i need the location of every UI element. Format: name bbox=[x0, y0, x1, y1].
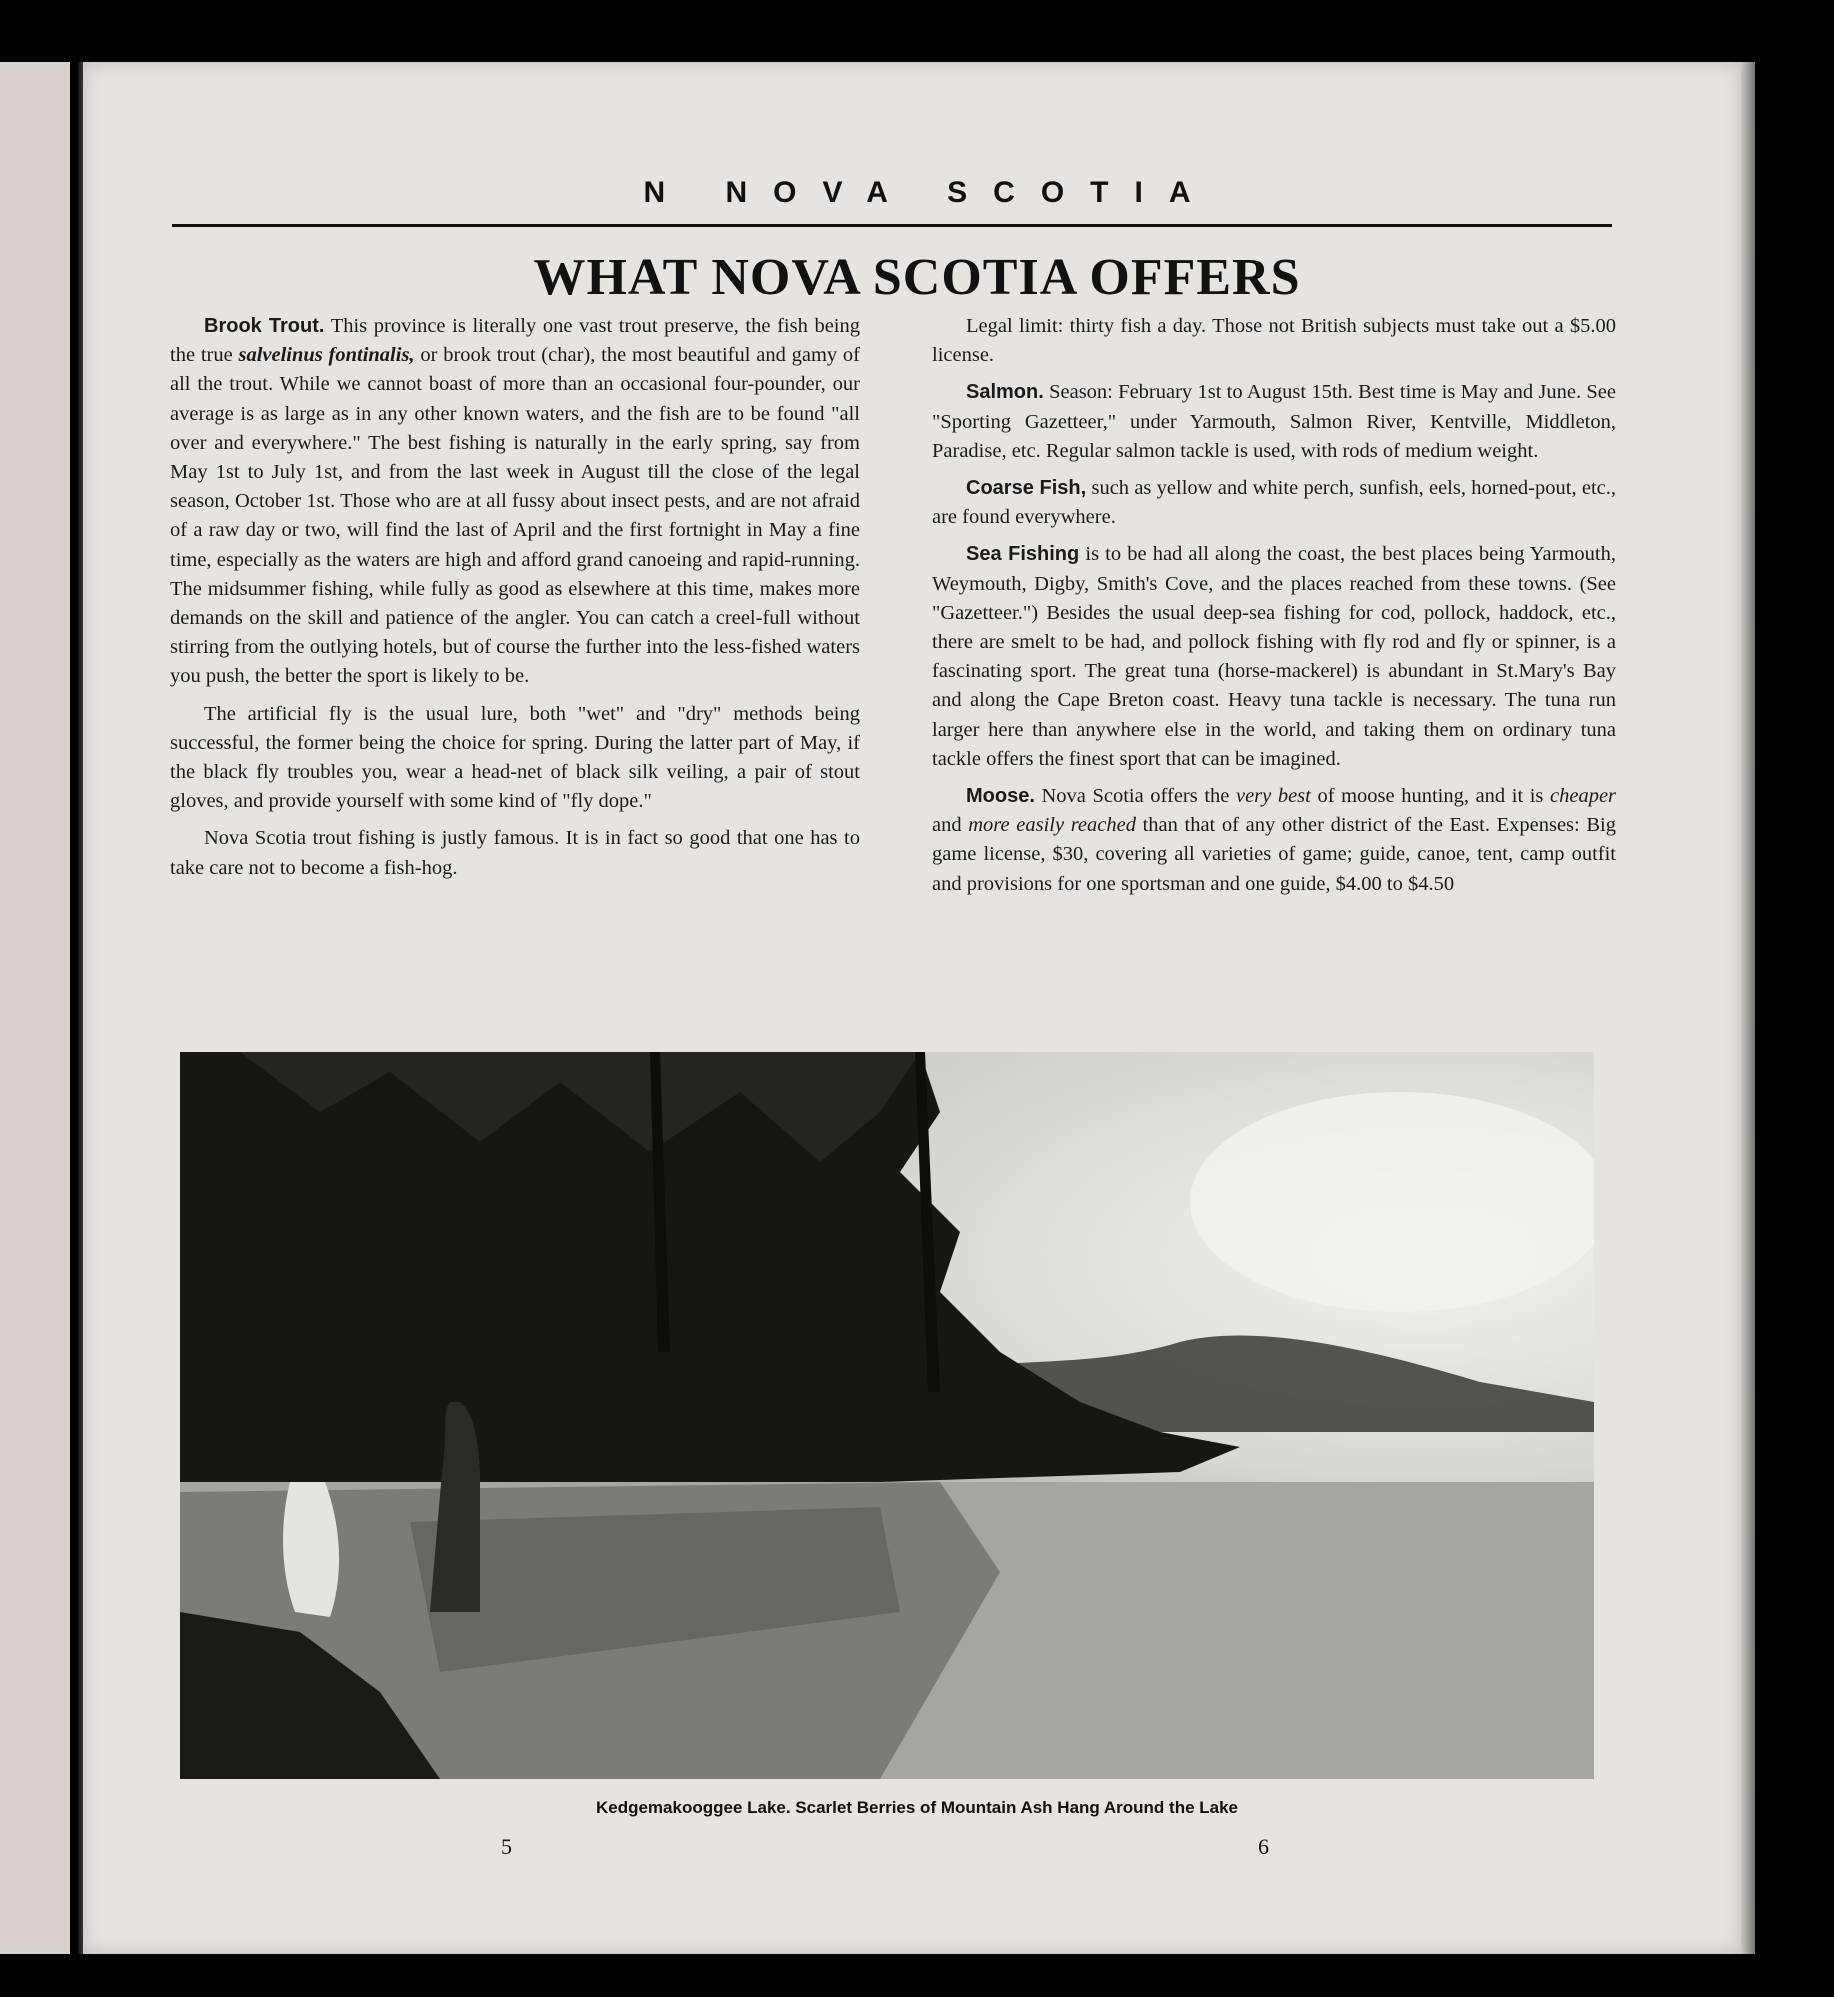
sea-fishing-text: is to be had all along the coast, the best places being Yarmouth, Weymouth, Digby, Smith's Cove, and the places reached from these towns. (See "Gazetteer.") Besides the usual deep-sea fishing for cod, pollock, haddock, etc., there are smelt to be had, and pollock fishing with fly rod and fly or spinner, is a fascinating sport. The great tuna (horse-mackerel) is abundant in St.Mary's Bay and along the Cape Breton coast. Heavy tuna tackle is necessary. The tuna run larger here than anywhere else in the world, and taking them on ordinary tuna tackle offers the finest sport that can be imagined. bbox=[932, 543, 1617, 770]
brook-trout-text-2: or brook trout (char), the most beautiful and gamy of all the trout. While we cannot boast of more than an occasional four-pounder, our average is as large as in any other known waters, and the fish are to be found "all over and everywhere." The best fishing is naturally in the early spring, say from May 1st to July 1st, and from the last week in August till the close of the legal season, October 1st. Those who are at all fussy about insect pests, and are not afraid of a raw day or two, will find the last of April and the first fortnight in May a fine time, especially as the waters are high and afford grand canoeing and rapid-running. The midsummer fishing, while fully as good as elsewhere at this time, makes more demands on the skill and patience of the angler. You can catch a creel-full without stirring from the outlying hotels, but of course the further into the less-fished waters you push, the better the sport is likely to be. bbox=[170, 344, 860, 688]
photo-caption: Kedgemakooggee Lake. Scarlet Berries of Mountain Ash Hang Around the Lake bbox=[595, 1798, 1239, 1817]
right-column bbox=[932, 312, 1616, 907]
running-head: N NOVA SCOTIA bbox=[560, 176, 1300, 210]
page-edge-right bbox=[1741, 62, 1755, 1954]
moose-text-2: of moose hunting, and it is bbox=[1310, 785, 1550, 808]
brook-trout-heading: Brook Trout. bbox=[204, 315, 325, 337]
fly-paragraph: The artificial fly is the usual lure, both "wet" and "dry" methods being successful, the former being the choice for spring. During the latter part of May, if the black fly troubles you, wear a head-net of black silk veiling, a pair of stout gloves, and provide yourself with some kind of "fly dope." bbox=[170, 702, 860, 813]
salmon-text: Season: February 1st to August 15th. Best time is May and June. See "Sporting Gazetteer," under Yarmouth, Salmon River, Kentville, Middleton, Paradise, etc. Regular salmon tackle is used, with rods of medium weight. bbox=[932, 381, 1616, 462]
sea-fishing-heading: Sea Fishing bbox=[966, 543, 1080, 566]
coarse-fish-heading: Coarse Fish, bbox=[966, 477, 1087, 500]
moose-emphasis-3: more easily reached bbox=[968, 814, 1136, 837]
tree-mass bbox=[180, 1052, 1240, 1512]
coarse-fish-text: such as yellow and white perch, sunfish, eels, horned-pout, etc., are found everywhere. bbox=[932, 477, 1616, 529]
moose-text-3: and bbox=[932, 814, 969, 837]
page-number-right: 6 bbox=[1258, 1834, 1269, 1859]
figure-dress-light bbox=[283, 1482, 339, 1617]
lake-photograph bbox=[180, 1052, 1594, 1779]
page-number-left: 5 bbox=[501, 1834, 512, 1859]
moose-text-4: than that of any other district of the East. Expenses: Big game license, $30, covering all varieties of game; guide, canoe, tent, camp outfit and provisions for one sportsman and one guide, $4.00 to $4.50 bbox=[932, 814, 1616, 895]
salmon-heading: Salmon. bbox=[966, 381, 1044, 404]
sea-fishing-paragraph bbox=[932, 540, 1616, 774]
famous-paragraph: Nova Scotia trout fishing is justly famous. It is in fact so good that one has to take care not to become a fish-hog. bbox=[170, 827, 860, 879]
lake-scene-illustration bbox=[180, 1052, 1594, 1779]
header-rule bbox=[172, 224, 1612, 227]
moose-text-1: Nova Scotia offers the bbox=[1034, 785, 1236, 808]
brook-trout-paragraph bbox=[170, 312, 860, 692]
moose-paragraph bbox=[932, 782, 1616, 899]
salmon-paragraph bbox=[932, 378, 1616, 466]
coarse-fish-paragraph bbox=[932, 474, 1616, 532]
cloud bbox=[1190, 1092, 1594, 1312]
moose-heading: Moose. bbox=[966, 785, 1035, 808]
moose-emphasis-1: very best bbox=[1235, 785, 1311, 808]
species-name: salvelinus fontinalis, bbox=[238, 344, 415, 367]
legal-limit-paragraph: Legal limit: thirty fish a day. Those not British subjects must take out a $5.00 license. bbox=[932, 315, 1616, 367]
facing-page-edge bbox=[0, 62, 70, 1954]
brook-trout-text-1: This province is literally one vast trout preserve, the fish being the true bbox=[170, 315, 861, 367]
left-column bbox=[170, 312, 860, 891]
moose-emphasis-2: cheaper bbox=[1550, 785, 1617, 808]
article-title: WHAT NOVA SCOTIA OFFERS bbox=[533, 249, 1301, 306]
